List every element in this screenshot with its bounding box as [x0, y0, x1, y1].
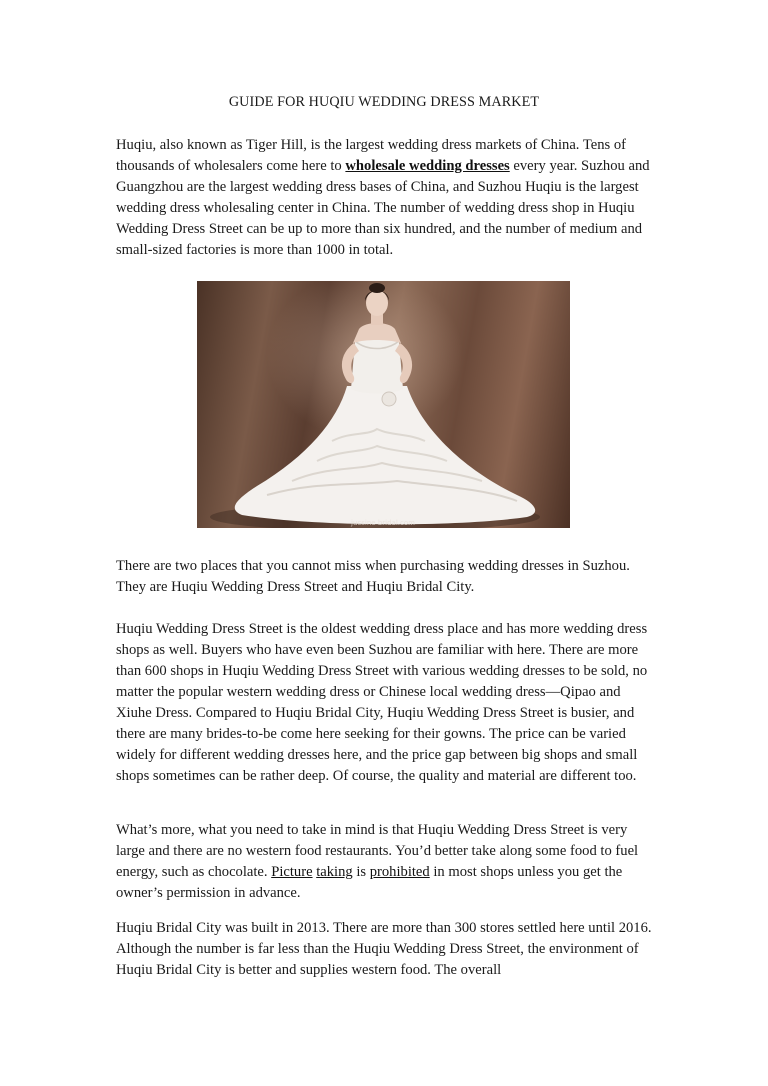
paragraph-intro [116, 135, 658, 261]
bride-photo [197, 281, 570, 528]
tips-separator-2: is [352, 864, 370, 880]
document-title: GUIDE FOR HUQIU WEDDING DRESS MARKET [228, 94, 540, 110]
taking-link[interactable]: taking [316, 864, 353, 880]
tips-text-before: What’s more, what you need to take in mind is that Huqiu Wedding Dress Street is very large and there are no western food restaurants. You’d better take along some food to fuel energy, such as chocolate. [116, 822, 639, 880]
paragraph-bridal-city: Huqiu Bridal City was built in 2013. There are more than 300 stores settled here until 2016. Although the number is far less than the Huqiu Wedding Dress Street, the environment of Huqiu Bridal City is better and supplies western food. The overall [116, 920, 652, 978]
tips-text-after: in most shops unless you get the owner’s permission in advance. [116, 864, 623, 901]
picture-link[interactable]: Picture [271, 864, 313, 880]
paragraph-two-places: There are two places that you cannot miss when purchasing wedding dresses in Suzhou. They are Huqiu Wedding Dress Street and Huqiu Bridal City. [116, 558, 630, 595]
intro-text-before: Huqiu, also known as Tiger Hill, is the largest wedding dress markets of China. Tens of thousands of wholesalers come here to [116, 137, 626, 174]
prohibited-link[interactable]: prohibited [369, 864, 430, 880]
watermark-text: jucsine bridal.com [351, 519, 415, 527]
paragraph-dress-street: Huqiu Wedding Dress Street is the oldest wedding dress place and has more wedding dress shops as well. Buyers who have even been Suzhou are familiar with here. There are more than 600 shops in Huqiu Wedding Dress Street with various wedding dresses to be sold, no matter the popular western wedding dress or Chinese local wedding dress—Qipao and Xiuhe Dress. Compared to Huqiu Bridal City, Huqiu Wedding Dress Street is busier, and there are many brides-to-be come here seeking for their gowns. The price can be varied widely for different wedding dresses here, and the price gap between big shops and small shops sometimes can be rather deep. Of course, the quality and material are different too. [116, 621, 648, 784]
paragraph-tips [116, 820, 658, 904]
wholesale-wedding-dresses-link[interactable]: wholesale wedding dresses [345, 158, 510, 174]
intro-text-after: every year. Suzhou and Guangzhou are the largest wedding dress bases of China, and Suzhou Huqiu is the largest wedding dress wholesaling center in China. The number of wedding dress shop in Huqiu Wedding Dress Street can be up to more than six hundred, and the number of medium and small-sized factories is more than 1000 in total. [116, 158, 650, 258]
photo-watermark [197, 281, 570, 528]
